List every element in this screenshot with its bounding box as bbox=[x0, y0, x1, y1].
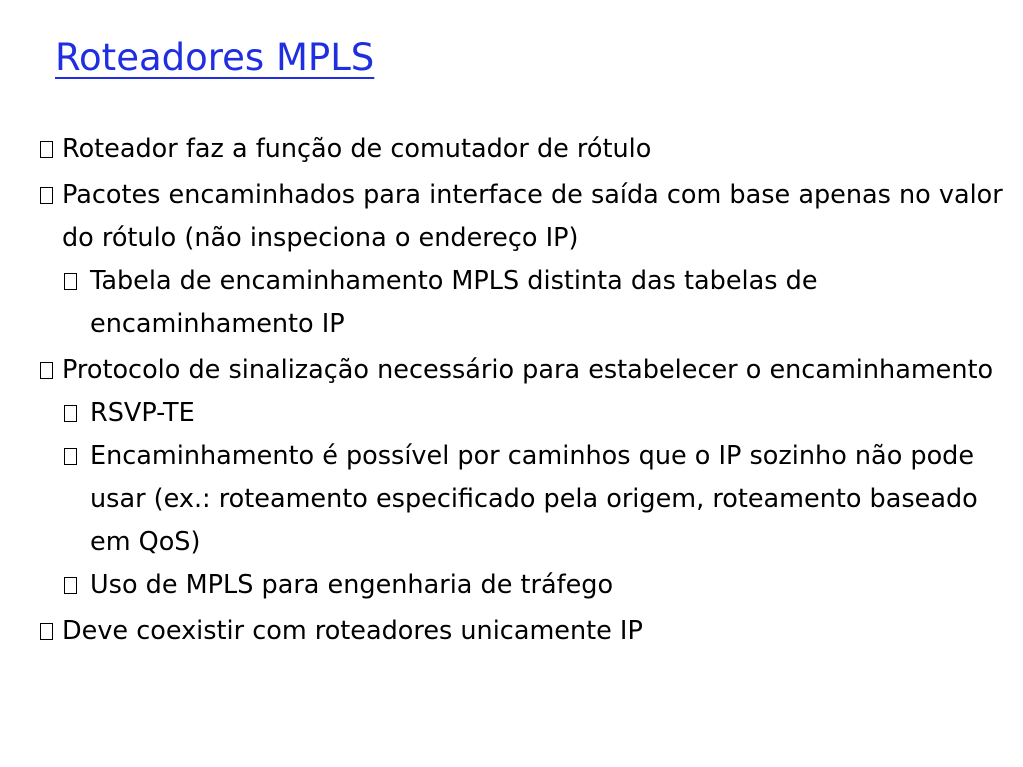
bullet-item bbox=[40, 610, 1015, 653]
square-bullet-icon bbox=[64, 448, 77, 465]
square-bullet-icon bbox=[40, 141, 53, 158]
bullet-text: RSVP-TE bbox=[90, 398, 195, 428]
bullet-text: Roteador faz a função de comutador de rótulo bbox=[62, 134, 652, 164]
bullet-text: Protocolo de sinalização necessário para estabelecer o encaminhamento bbox=[62, 355, 994, 385]
square-bullet-icon bbox=[40, 362, 53, 379]
bullet-list bbox=[40, 128, 1015, 653]
sub-bullet-item bbox=[60, 564, 1015, 607]
square-bullet-icon bbox=[40, 623, 53, 640]
bullet-text: Uso de MPLS para engenharia de tráfego bbox=[90, 570, 614, 600]
bullet-item bbox=[40, 128, 1015, 171]
square-bullet-icon bbox=[40, 187, 53, 204]
bullet-text: Tabela de encaminhamento MPLS distinta das tabelas de encaminhamento IP bbox=[90, 266, 818, 339]
bullet-text: Encaminhamento é possível por caminhos que o IP sozinho não pode usar (ex.: roteamento especificado pela origem, roteamento baseado em QoS) bbox=[90, 441, 978, 557]
sub-bullet-item bbox=[60, 260, 1015, 346]
square-bullet-icon bbox=[64, 273, 77, 290]
square-bullet-icon bbox=[64, 577, 77, 594]
bullet-item bbox=[40, 349, 1015, 392]
sub-bullet-item bbox=[60, 392, 1015, 435]
bullet-item bbox=[40, 174, 1015, 260]
square-bullet-icon bbox=[64, 405, 77, 422]
bullet-text: Deve coexistir com roteadores unicamente IP bbox=[62, 616, 643, 646]
sub-bullet-item bbox=[60, 435, 1015, 564]
bullet-text: Pacotes encaminhados para interface de saída com base apenas no valor do rótulo (não inspeciona o endereço IP) bbox=[62, 180, 1003, 253]
slide-title: Roteadores MPLS bbox=[55, 36, 375, 79]
